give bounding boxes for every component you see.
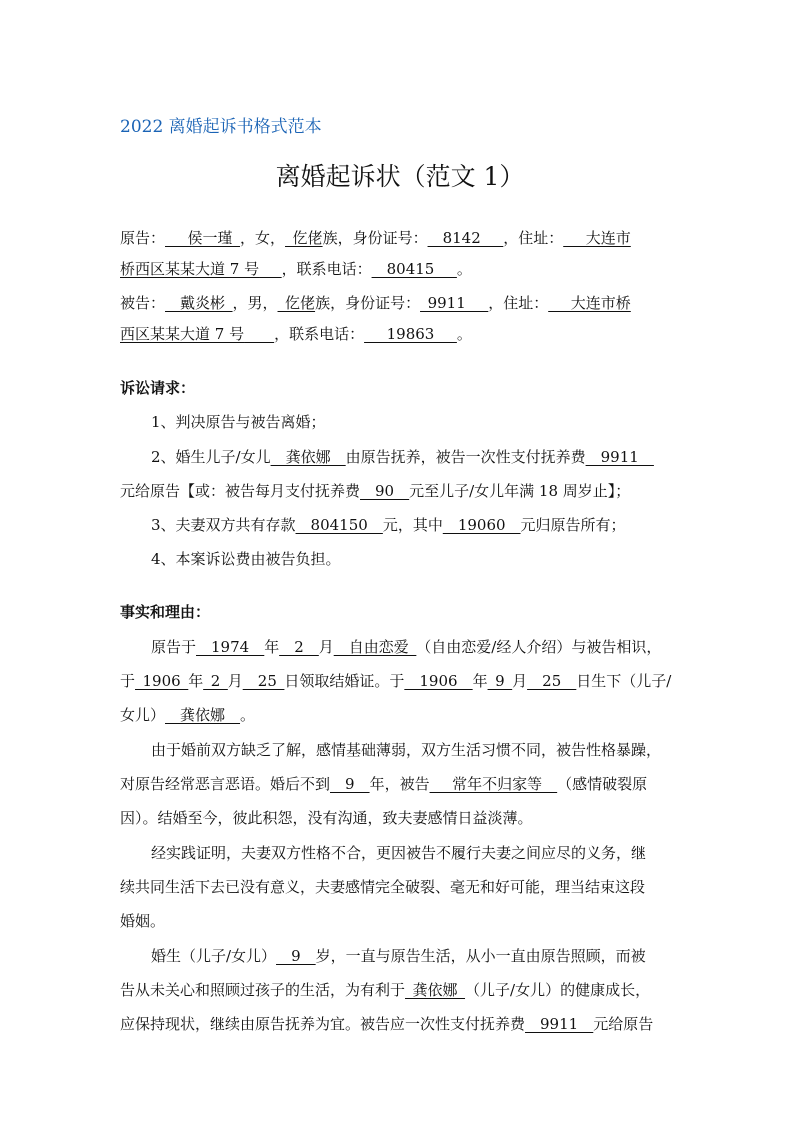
plaintiff-id: __8142___ (427, 229, 504, 247)
facts-heading: 事实和理由： (120, 603, 211, 621)
text: 年，被告 (369, 775, 430, 793)
facts-p1-line-3 (120, 705, 255, 725)
plaintiff-name: ___侯一瑾_ (165, 229, 241, 247)
facts-p3-line-2: 续共同生活下去已没有意义，夫妻感情完全破裂、毫无和好可能，理当结束这段 (120, 878, 646, 896)
text: 女儿） (120, 706, 166, 724)
defendant-id: _9911___ (420, 294, 489, 312)
meet-year: __1974__ (196, 638, 265, 656)
text: 元归原告所有； (520, 516, 626, 534)
claim-3 (151, 515, 626, 535)
plaintiff-ethnicity: _仡佬 (285, 229, 323, 247)
label: 被告： (120, 294, 166, 312)
complaint-title: 离婚起诉状（范文 1） (275, 162, 525, 191)
defendant-ethnicity: _仡佬 (277, 294, 316, 312)
text: 元给原告【或：被告每月支付抚养费 (120, 482, 361, 500)
child-name: __龚依娜__ (165, 706, 241, 724)
text: 月 (227, 672, 243, 690)
defendant-address: ___大连市桥 (548, 294, 631, 312)
claim-1: 1、判决原告与被告离婚； (151, 413, 326, 431)
text: 应保持现状，继续由原告抚养为宜。被告应一次性支付抚养费 (120, 1015, 526, 1033)
claim-4: 4、本案诉讼费由被告负担。 (151, 550, 341, 568)
text: 对原告经常恶言恶语。婚后不到 (120, 775, 331, 793)
label: 原告： (120, 229, 166, 247)
marriage-month: _2_ (203, 672, 228, 690)
breakdown-reason: ___常年不归家等__ (429, 775, 558, 793)
text: 年 (188, 672, 204, 690)
defendant-line-1 (120, 293, 631, 313)
child-age: __9__ (276, 947, 316, 965)
text: （感情破裂原 (557, 775, 648, 793)
meet-method: __自由恋爱_ (333, 638, 417, 656)
text: ，住址： (488, 294, 549, 312)
support-amount: __9911__ (585, 448, 654, 466)
text: ，住址： (503, 229, 564, 247)
text: 元至儿子/女儿年满 18 周岁止】； (409, 482, 631, 500)
plaintiff-phone: __80415___ (371, 260, 457, 278)
marriage-day: __25_ (242, 672, 285, 690)
text: 。 (456, 260, 472, 278)
text: 年 (472, 672, 488, 690)
text: 婚生（儿子/女儿） (151, 947, 277, 965)
support-amount: __9911__ (525, 1015, 594, 1033)
defendant-line-2 (120, 324, 472, 344)
marriage-year: _1906_ (135, 672, 189, 690)
text: 告从未关心和照顾过孩子的生活，为有利于 (120, 981, 406, 999)
blank: ___ (259, 260, 282, 278)
text: 日生下（儿子/ (576, 672, 672, 690)
plaintiff-share: __19060__ (442, 516, 521, 534)
text: 日领取结婚证。于 (284, 672, 405, 690)
text: 。 (456, 325, 472, 343)
child-name: __龚依娜__ (270, 448, 346, 466)
facts-p3-line-3: 婚姻。 (120, 912, 166, 930)
birth-year: __1906__ (404, 672, 473, 690)
text: 2、婚生儿子/女儿 (151, 448, 271, 466)
text: （自由恋爱/经人介绍）与被告相识， (416, 638, 662, 656)
birth-day: __25__ (527, 672, 577, 690)
text: （儿子/女儿）的健康成长， (465, 981, 651, 999)
child-name: _龚依娜_ (405, 981, 466, 999)
text: 于 (120, 672, 136, 690)
defendant-address-cont: 西区某某大道 7 号 (120, 325, 245, 343)
facts-p4-line-1 (151, 946, 646, 966)
text: ，联系电话： (274, 325, 365, 343)
facts-p2-line-2 (120, 774, 647, 794)
text: ，女， (240, 229, 286, 247)
text: 族，身份证号： (322, 229, 428, 247)
defendant-name: __戴炎彬_ (165, 294, 233, 312)
claim-2-cont (120, 481, 630, 501)
text: 由原告抚养，被告一次性支付抚养费 (345, 448, 586, 466)
text: ，男， (232, 294, 278, 312)
plaintiff-address-cont: 桥西区某某大道 7 号 (120, 260, 260, 278)
plaintiff-address: ___大连市 (563, 229, 631, 247)
text: 年 (264, 638, 280, 656)
defendant-phone: ___19863___ (364, 325, 457, 343)
claim-2 (151, 447, 654, 467)
monthly-support: __90__ (360, 482, 410, 500)
document-title: 2022 离婚起诉书格式范本 (120, 117, 322, 137)
plaintiff-line-1 (120, 228, 631, 248)
facts-p1-line-1 (151, 637, 661, 657)
text: 族，身份证号： (315, 294, 421, 312)
facts-p2-line-1: 由于婚前双方缺乏了解，感情基础薄弱，双方生活习惯不同，被告性格暴躁， (151, 741, 662, 759)
facts-p4-line-2 (120, 980, 650, 1000)
blank: ____ (244, 325, 275, 343)
facts-p1-line-2 (120, 671, 671, 691)
text: 原告于 (151, 638, 197, 656)
birth-month: _9_ (487, 672, 513, 690)
text: 元，其中 (382, 516, 443, 534)
plaintiff-line-2 (120, 259, 472, 279)
text: 月 (318, 638, 334, 656)
text: ，联系电话： (281, 260, 372, 278)
claims-heading: 诉讼请求： (120, 379, 196, 397)
facts-p3-line-1: 经实践证明，夫妻双方性格不合，更因被告不履行夫妻之间应尽的义务，继 (151, 844, 647, 862)
text: 元给原告 (593, 1015, 654, 1033)
total-savings: __804150__ (295, 516, 383, 534)
text: 岁，一直与原告生活，从小一直由原告照顾，而被 (315, 947, 646, 965)
text: 月 (512, 672, 528, 690)
text: 。 (240, 706, 256, 724)
meet-month: __2__ (279, 638, 319, 656)
facts-p2-line-3: 因）。结婚至今，彼此积怨，没有沟通，致夫妻感情日益淡薄。 (120, 809, 533, 827)
text: 3、夫妻双方共有存款 (151, 516, 296, 534)
years-married: __9__ (330, 775, 370, 793)
facts-p4-line-3 (120, 1014, 653, 1034)
